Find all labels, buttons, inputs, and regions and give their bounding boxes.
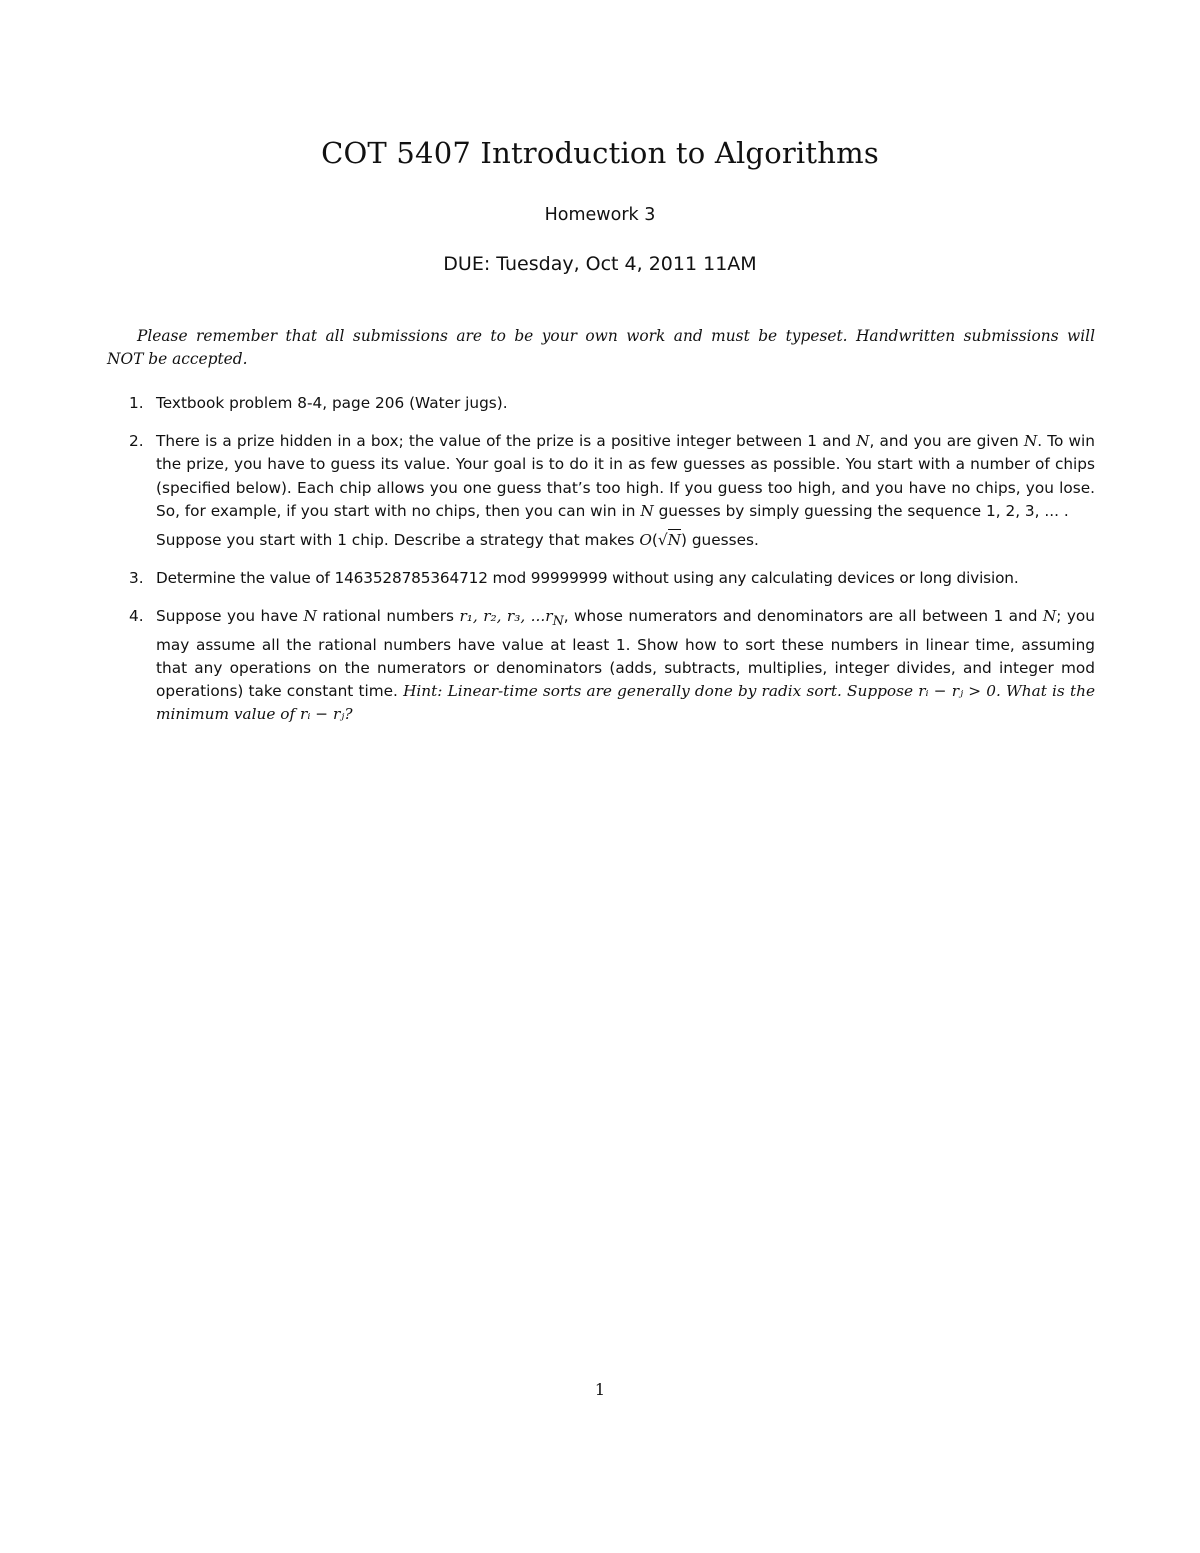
math-variable: N	[856, 432, 870, 451]
paren-open: (	[651, 531, 658, 550]
problem-number: 3.	[129, 569, 144, 588]
math-variable: N	[303, 607, 317, 626]
text-segment: , and you are given	[869, 432, 1024, 451]
sqrt-sign: √	[657, 531, 668, 550]
sequence-subscript: N	[552, 614, 564, 630]
math-variable: N	[1042, 607, 1057, 626]
problem-text: Textbook problem 8-4, page 206 (Water jugs).	[156, 394, 508, 412]
problem-text	[156, 605, 1095, 726]
problem-1	[107, 392, 1095, 415]
document-title: COT 5407 Introduction to Algorithms	[321, 136, 879, 170]
page-number: 1	[594, 1380, 606, 1399]
text-segment: , whose numerators and denominators are all between 1 and	[563, 607, 1043, 626]
submission-notice-line-2: NOT be accepted.	[107, 350, 248, 368]
problem-number: 1.	[129, 394, 144, 412]
problem-4	[107, 605, 1095, 726]
due-date: DUE: Tuesday, Oct 4, 2011 11AM	[443, 253, 757, 275]
text-segment: guesses.	[686, 531, 759, 550]
submission-notice	[107, 325, 1095, 371]
math-expression: rᵢ − rⱼ	[300, 705, 345, 724]
document-subtitle: Homework 3	[544, 205, 656, 225]
math-expression: rᵢ − rⱼ > 0	[918, 682, 996, 701]
problem-text: Determine the value of 1463528785364712 mod 99999999 without using any calculating devices or long division.	[156, 569, 1019, 588]
rational-sequence: r₁, r₂, r₃, ...r	[459, 607, 553, 626]
math-variable: N	[1023, 432, 1038, 451]
text-segment: Suppose you start with 1 chip. Describe a strategy that makes	[156, 531, 640, 550]
problem-2	[107, 430, 1095, 552]
hint-text: Hint: Linear-time sorts are generally done by radix sort. Suppose	[403, 682, 919, 701]
text-segment: Suppose you have	[156, 607, 304, 626]
sqrt-argument: N	[667, 531, 681, 550]
text-segment: rational numbers	[316, 607, 460, 626]
problem-text	[156, 430, 1095, 523]
problem-list	[107, 392, 1095, 741]
text-segment: ; you may assume all the rational numbers have value at least 1. Show how to sort these numbers in linear time, assuming that any operations on the numerators or denominators (adds, subtracts, multiplies, integer divides, and integer mod operations) take constant time.	[156, 607, 1095, 701]
problem-3	[107, 567, 1095, 590]
paren-close: )	[681, 531, 687, 550]
text-segment: There is a prize hidden in a box; the value of the prize is a positive integer between 1 and	[156, 432, 857, 451]
problem-number: 2.	[129, 432, 144, 451]
big-o-symbol: O	[639, 531, 652, 550]
text-segment: guesses by simply guessing the sequence 1, 2, 3, ... .	[653, 501, 1069, 520]
math-variable: N	[640, 501, 654, 520]
submission-notice-line-1: Please remember that all submissions are to be your own work and must be typeset. Handwritten submissions will	[137, 327, 1095, 345]
hint-text: . What is the minimum value of	[156, 682, 1095, 724]
problem-followup	[156, 529, 1095, 552]
text-segment: . To win the prize, you have to guess its value. Your goal is to do it in as few guesses as possible. You start with a number of chips (specified below). Each chip allows you one guess that’s too high. If you guess too high, and you have no chips, you lose. So, for example, if you start with no chips, then you can win in	[156, 432, 1095, 520]
problem-number: 4.	[129, 607, 144, 626]
hint-text: ?	[344, 705, 353, 724]
